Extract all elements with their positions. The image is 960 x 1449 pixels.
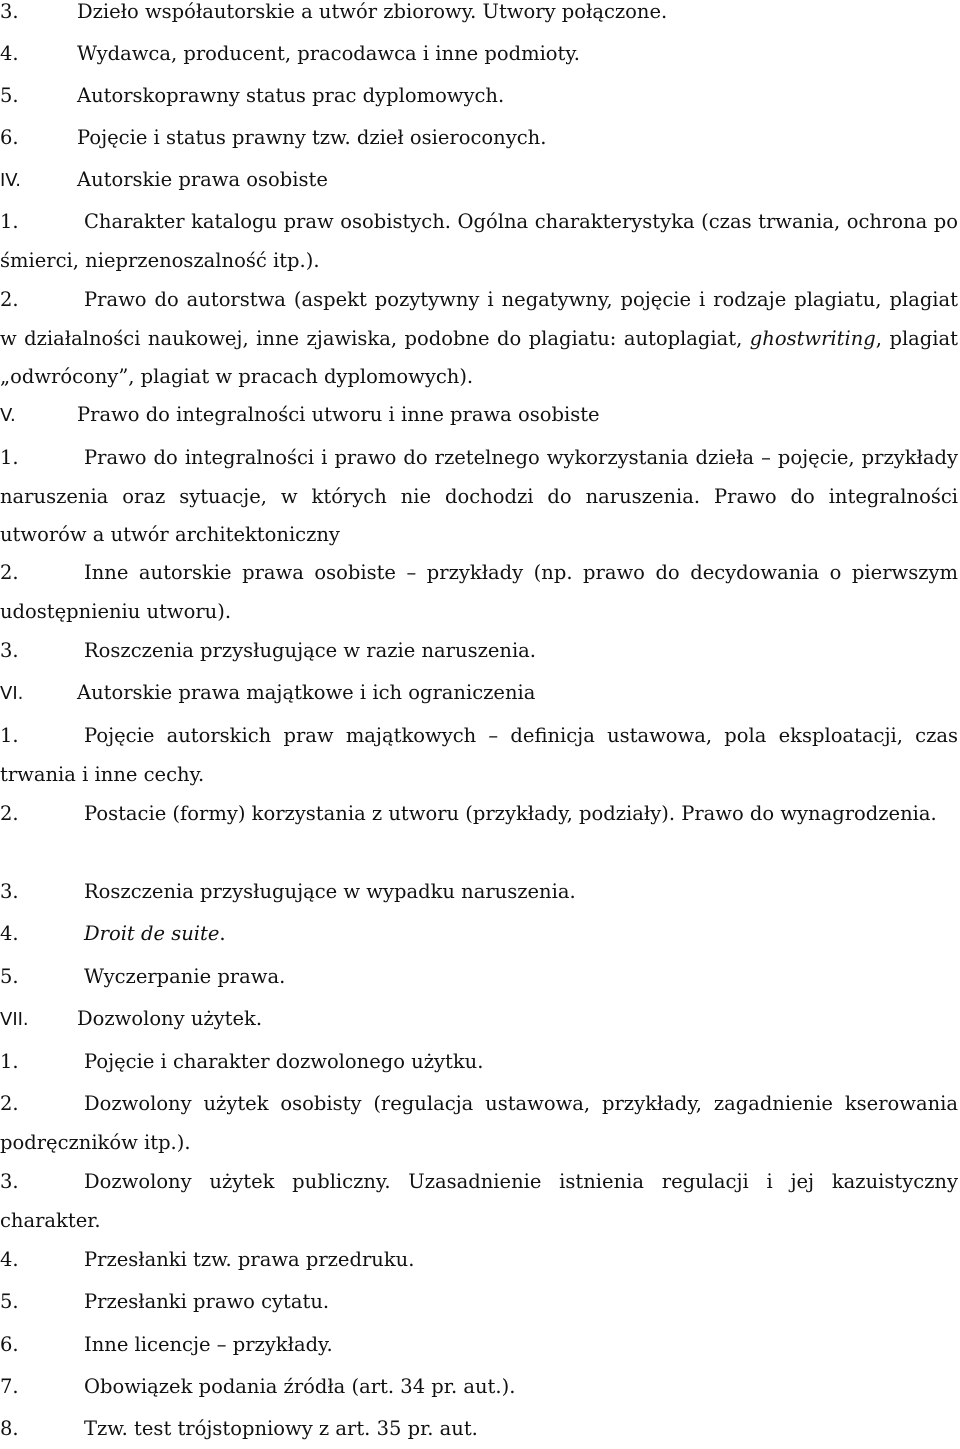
item-text: Prawo do autorstwa (aspekt pozytywny i negatywny, pojęcie i rodzaje plagiatu, plagiat w działalności naukowej, inne zjawiska, podobne do plagiatu: autoplagiat, — [0, 288, 958, 350]
list-item — [0, 1043, 958, 1082]
section-heading — [0, 1000, 958, 1040]
item-number: 4. — [0, 922, 19, 945]
item-text: Dozwolony użytek publiczny. Uzasadnienie istnienia regulacji i jej kazuistyczny charakter. — [0, 1170, 958, 1232]
item-text: Obowiązek podania źródła (art. 34 pr. aut.). — [84, 1375, 516, 1398]
section-number: IV. — [0, 170, 22, 191]
section-heading — [0, 674, 958, 714]
list-item — [0, 915, 958, 954]
item-number: 3. — [0, 0, 19, 23]
item-text: Inne autorskie prawa osobiste – przykłady (np. prawo do decydowania o pierwszym udostępnieniu utworu). — [0, 561, 958, 623]
item-text: Charakter katalogu praw osobistych. Ogólna charakterystyka (czas trwania, ochrona po śmierci, nieprzenoszalność itp.). — [0, 210, 958, 272]
item-number: 2. — [0, 288, 19, 311]
item-text: Tzw. test trójstopniowy z art. 35 pr. aut. — [84, 1417, 478, 1440]
item-text: Roszczenia przysługujące w wypadku naruszenia. — [84, 880, 576, 903]
item-text: Przesłanki prawo cytatu. — [84, 1290, 330, 1313]
item-text: Pojęcie i status prawny tzw. dzieł osieroconych. — [77, 126, 547, 149]
item-italic-term: ghostwriting — [749, 326, 876, 350]
section-number: VI. — [0, 683, 24, 704]
item-number: 4. — [0, 1248, 19, 1271]
section-title: Dozwolony użytek. — [77, 1007, 263, 1030]
item-text: Pojęcie i charakter dozwolonego użytku. — [84, 1050, 484, 1073]
list-item — [0, 439, 958, 555]
section-title: Autorskie prawa majątkowe i ich ograniczenia — [77, 681, 536, 704]
item-number: 1. — [0, 724, 19, 747]
section-heading — [0, 396, 958, 436]
list-item — [0, 0, 958, 32]
item-text: Dzieło współautorskie a utwór zbiorowy. Utwory połączone. — [77, 0, 668, 23]
list-item — [0, 632, 958, 671]
list-item — [0, 1163, 958, 1240]
section-number: V. — [0, 405, 16, 426]
item-number: 2. — [0, 1092, 19, 1115]
item-text: Wydawca, producent, pracodawca i inne podmioty. — [77, 42, 581, 65]
list-item — [0, 795, 958, 834]
list-item — [0, 281, 958, 397]
item-text: Prawo do integralności i prawo do rzetelnego wykorzystania dzieła – pojęcie, przykłady naruszenia oraz sytuacje, w których nie dochodzi do naruszenia. Prawo do integralności utworów a utwór architektoniczny — [0, 446, 958, 546]
list-item — [0, 77, 958, 116]
item-number: 4. — [0, 42, 19, 65]
item-number: 5. — [0, 84, 19, 107]
list-item — [0, 1241, 958, 1280]
list-item — [0, 873, 958, 912]
list-item — [0, 1410, 958, 1449]
item-text: Postacie (formy) korzystania z utworu (przykłady, podziały). Prawo do wynagrodzenia. — [84, 802, 937, 825]
list-item — [0, 958, 958, 997]
item-number: 5. — [0, 1290, 19, 1313]
item-number: 3. — [0, 639, 19, 662]
item-number: 2. — [0, 561, 19, 584]
item-number: 8. — [0, 1417, 19, 1440]
item-number: 6. — [0, 1333, 19, 1356]
item-text: Inne licencje – przykłady. — [84, 1333, 333, 1356]
item-text-tail: . — [219, 922, 226, 945]
item-number: 1. — [0, 446, 19, 469]
item-number: 3. — [0, 880, 19, 903]
item-text: Autorskoprawny status prac dyplomowych. — [77, 84, 505, 107]
list-item — [0, 1283, 958, 1322]
item-text: Pojęcie autorskich praw majątkowych – definicja ustawowa, pola eksploatacji, czas trwania i inne cechy. — [0, 724, 958, 786]
section-heading — [0, 161, 958, 201]
list-item — [0, 1085, 958, 1162]
item-number: 6. — [0, 126, 19, 149]
item-text: Roszczenia przysługujące w razie naruszenia. — [84, 639, 537, 662]
item-text: Dozwolony użytek osobisty (regulacja ustawowa, przykłady, zagadnienie kserowania podręczników itp.). — [0, 1092, 958, 1154]
list-item — [0, 203, 958, 280]
list-item — [0, 717, 958, 794]
item-text: Wyczerpanie prawa. — [84, 965, 286, 988]
item-text: Przesłanki tzw. prawa przedruku. — [84, 1248, 415, 1271]
list-item — [0, 119, 958, 158]
section-number: VII. — [0, 1009, 29, 1030]
item-number: 1. — [0, 1050, 19, 1073]
section-title: Prawo do integralności utworu i inne prawa osobiste — [77, 403, 600, 426]
item-text-tail: , plagiat „odwrócony”, plagiat w pracach dyplomowych). — [0, 326, 958, 388]
item-number: 7. — [0, 1375, 19, 1398]
list-item — [0, 1368, 958, 1407]
item-italic-term: Droit de suite — [84, 922, 220, 945]
item-number: 2. — [0, 802, 19, 825]
item-number: 5. — [0, 965, 19, 988]
list-item — [0, 554, 958, 631]
list-item — [0, 1326, 958, 1365]
section-title: Autorskie prawa osobiste — [77, 168, 328, 191]
list-item — [0, 35, 958, 74]
item-number: 1. — [0, 210, 19, 233]
item-number: 3. — [0, 1170, 19, 1193]
